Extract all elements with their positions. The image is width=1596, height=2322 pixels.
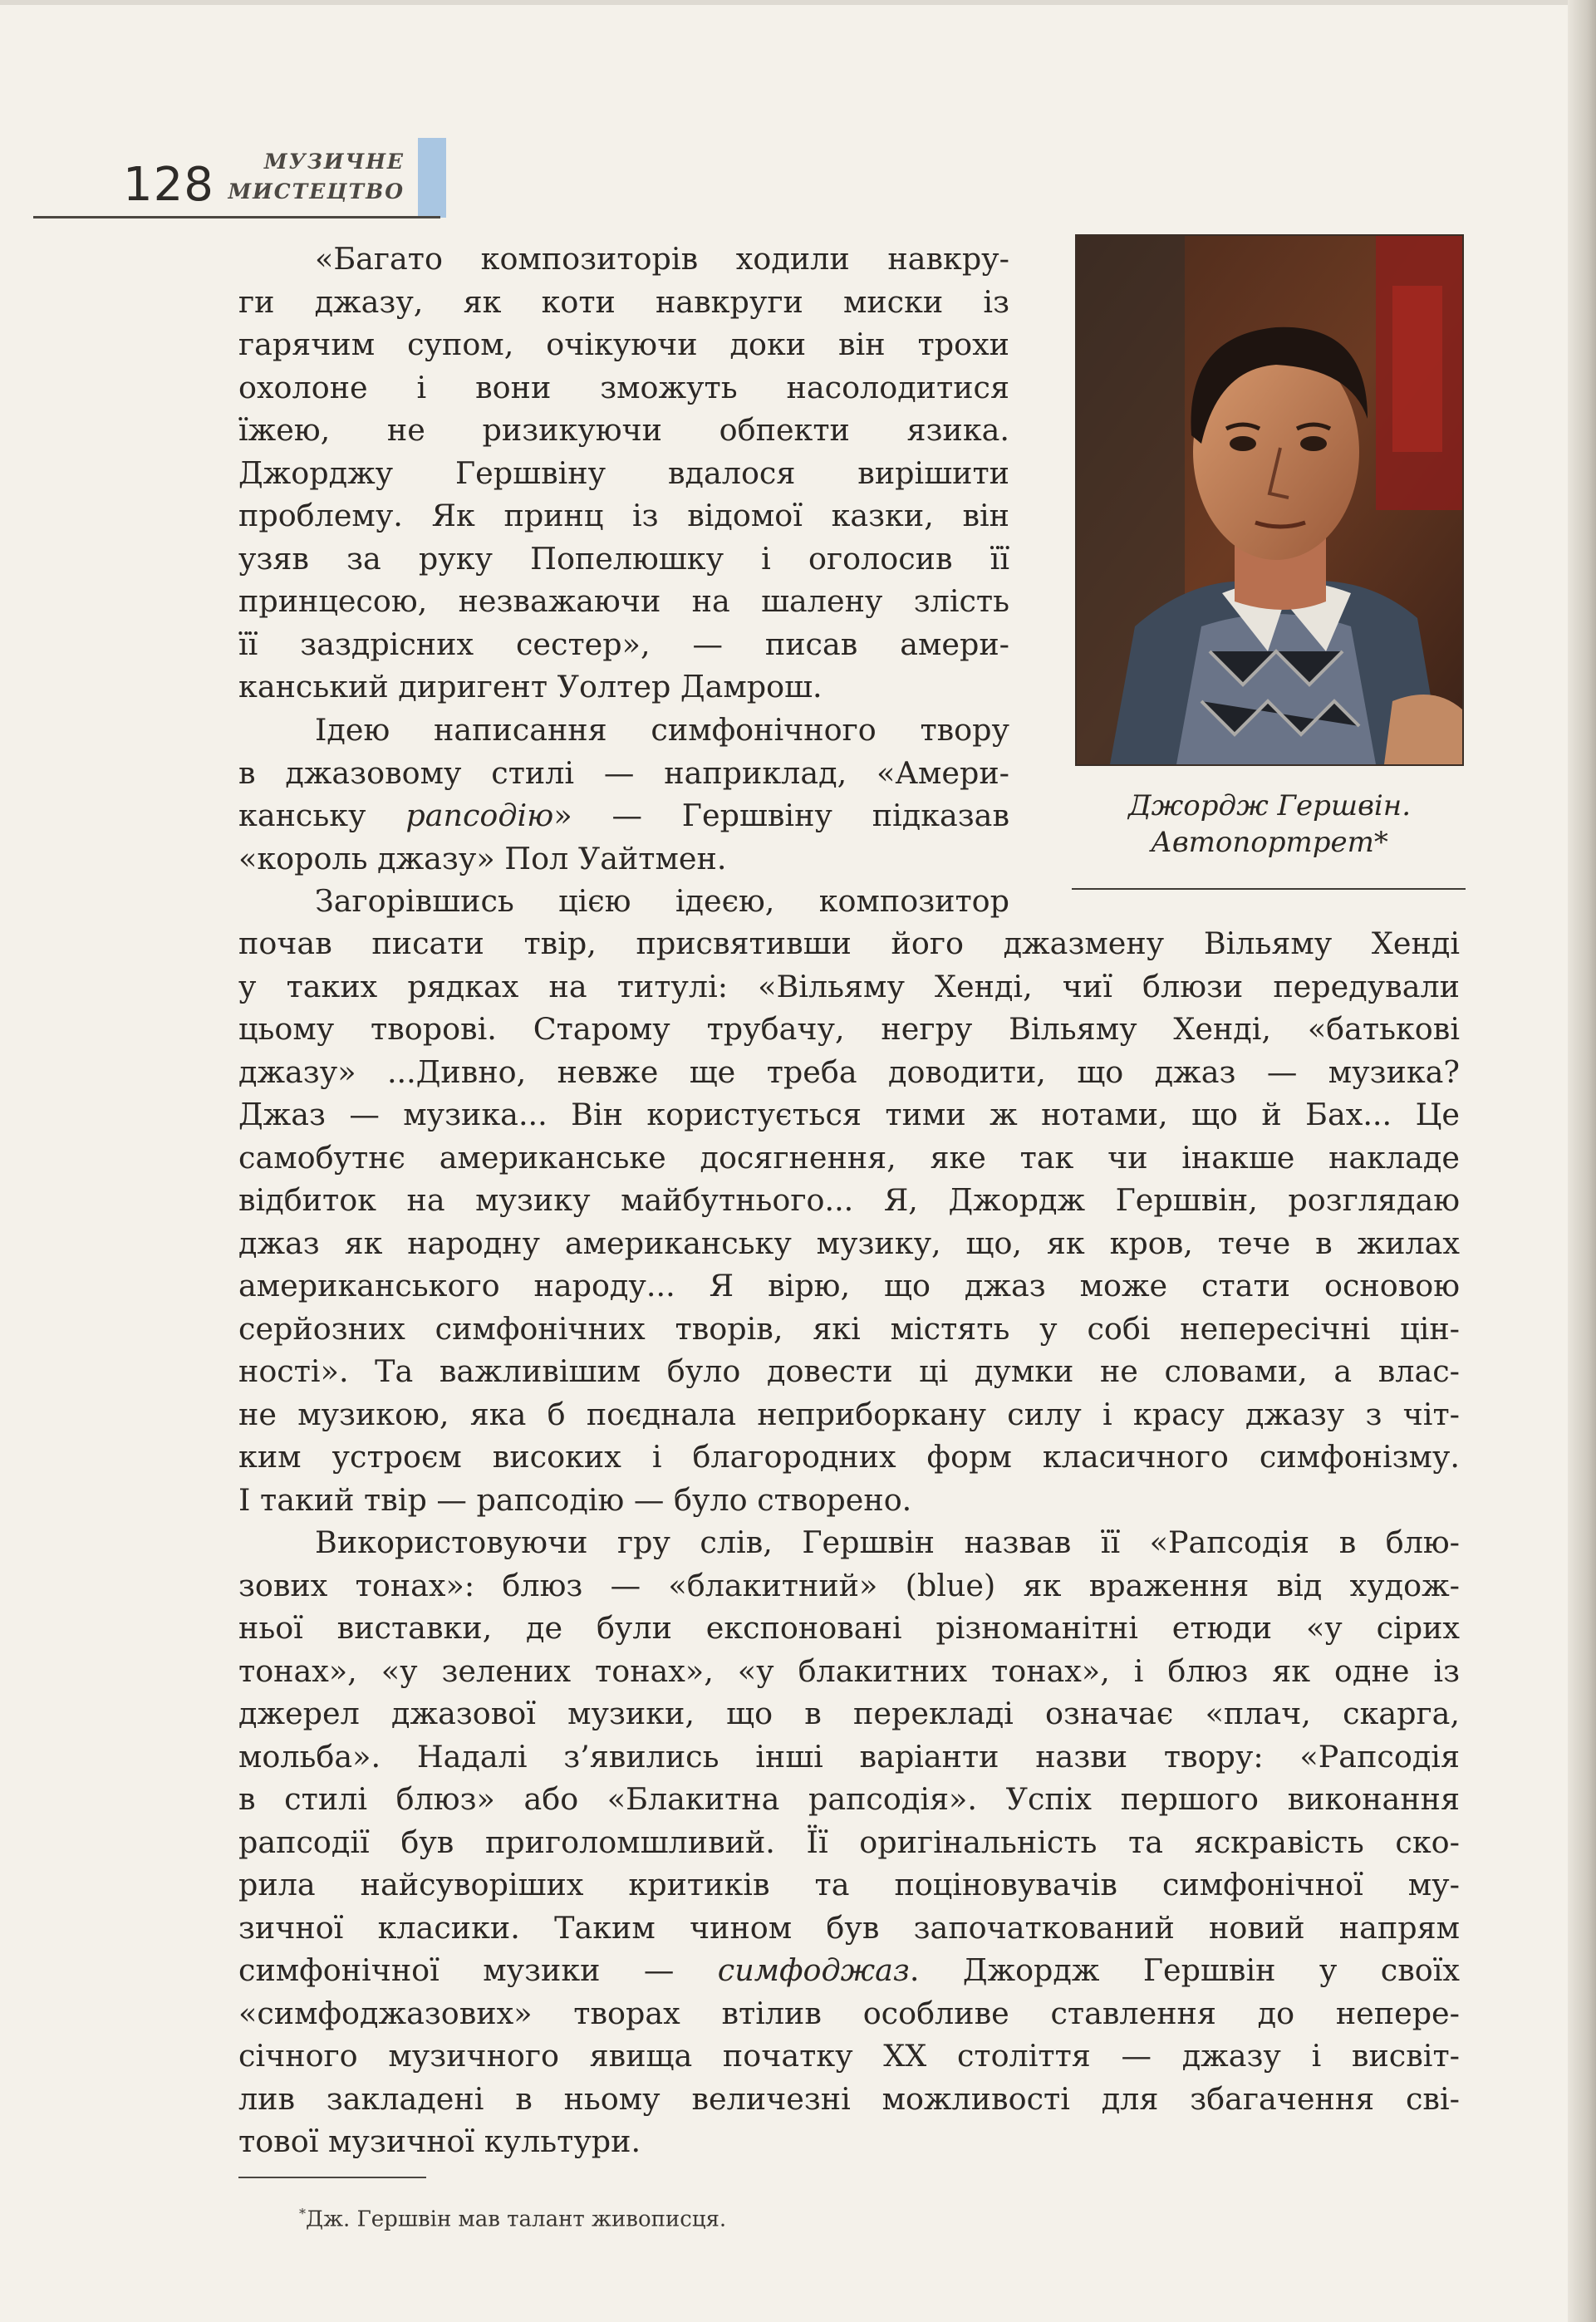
text-line: відбиток на музику майбутнього... Я, Джордж Гершвін, розглядаю	[238, 1182, 1460, 1218]
text-line	[238, 794, 1009, 837]
text-line: Загорівшись цією ідеєю, композитор	[315, 883, 1009, 919]
text-line: не музикою, яка б поєднала неприборкану силу і красу джазу з чіт-	[238, 1396, 1460, 1432]
text-line: тонах», «у зелених тонах», «у блакитних тонах», і блюз як одне із	[238, 1652, 1460, 1689]
text-line: тової музичної культури.	[238, 2123, 641, 2159]
subject-line-2: МИСТЕЦТВО	[228, 179, 405, 204]
text-line: проблему. Як принц із відомої казки, він	[238, 498, 1009, 533]
text-line: Ідею написання симфонічного твору	[315, 712, 1009, 748]
text-line: серйозних симфонічних творів, які містять у собі непересічні цін-	[238, 1310, 1460, 1347]
text-line: Використовуючи гру слів, Гершвін назвав її «Рапсодія в блю-	[315, 1524, 1460, 1560]
text-line: «король джазу» Пол Уайтмен.	[238, 840, 727, 876]
header-rule	[33, 216, 440, 218]
text-line: охолоне і вони зможуть насолодитися	[238, 369, 1009, 405]
text-line: в стилі блюз» або «Блакитна рапсодія». Успіх першого виконання	[238, 1781, 1460, 1817]
text-line: джерел джазової музики, що в перекладі означає «плач, скарга,	[238, 1696, 1460, 1731]
paragraph-quote	[238, 238, 1460, 709]
term-symphojazz: симфоджаз	[717, 1952, 910, 1988]
text-line: лив закладені в ньому величезні можливості для збагачення сві-	[238, 2080, 1460, 2117]
term-rhapsody: рапсодію	[405, 798, 554, 833]
text-line: січного музичного явища початку XX століття — джазу і висвіт-	[238, 2038, 1460, 2074]
text-line: канський диригент Уолтер Дамрош.	[238, 669, 823, 704]
caption-line-2: Автопортрет*	[1151, 826, 1388, 859]
paragraph-rhapsody-name	[238, 1521, 1460, 2163]
text-line: ньої виставки, де були експоновані різноманітні етюди «у сірих	[238, 1610, 1460, 1646]
text-line: джаз як народну американську музику, що, як кров, тече в жилах	[238, 1225, 1460, 1261]
text-fragment: канську	[238, 798, 406, 833]
text-line: «Багато композиторів ходили навкру-	[315, 241, 1009, 277]
text-line: Джорджу Гершвіну вдалося вирішити	[238, 454, 1009, 491]
text-line: Джаз — музика... Він користується тими ж нотами, що й Бах... Це	[238, 1097, 1460, 1132]
text-line: рила найсуворіших критиків та поціновувачів симфонічної му-	[238, 1867, 1460, 1902]
subject-line-1: МУЗИЧНЕ	[263, 150, 405, 174]
text-line: у таких рядках на титулі: «Вільяму Хенді, чиї блюзи передували	[238, 968, 1460, 1004]
text-line: ги джазу, як коти навкруги миски із	[238, 283, 1009, 320]
text-line: узяв за руку Попелюшку і оголосив її	[238, 540, 1009, 577]
text-line	[238, 1949, 1460, 1992]
text-line: принцесою, незважаючи на шалену злість	[238, 583, 1009, 619]
text-line: гарячим супом, очікуючи доки він трохи	[238, 326, 1009, 362]
page-top-edge	[0, 0, 1596, 5]
footnote-marker: *	[299, 2206, 306, 2221]
text-line: самобутнє американське досягнення, яке так чи інакше накладе	[238, 1139, 1460, 1176]
text-line: ності». Та важливішим було довести ці думки не словами, а влас-	[238, 1353, 1460, 1389]
subject-label	[220, 138, 444, 221]
paragraph-idea	[238, 709, 1460, 880]
page-edge-shadow	[1568, 0, 1596, 2322]
text-line: цьому творові. Старому трубачу, негру Вільяму Хенді, «батькові	[238, 1011, 1460, 1047]
paragraph-dedication	[238, 922, 1460, 1521]
text-fragment: . Джордж Гершвін у своїх	[909, 1952, 1460, 1988]
text-line: рапсодії був приголомшливий. Її оригінальність та яскравість ско-	[238, 1824, 1460, 1860]
subject-color-tab	[418, 138, 446, 218]
footnote-text: Дж. Гершвін мав талант живописця.	[306, 2207, 727, 2232]
page-header	[0, 125, 1596, 224]
text-line: американського народу... Я вірю, що джаз може стати основою	[238, 1268, 1460, 1303]
text-line: зичної класики. Таким чином був започаткований новий напрям	[238, 1909, 1460, 1946]
text-fragment: » — Гершвіну підказав	[553, 798, 1009, 833]
footnote-rule	[238, 2177, 426, 2178]
text-line: джазу» ...Дивно, невже ще треба доводити, що джаз — музика?	[238, 1053, 1460, 1090]
text-line: зових тонах»: блюз — «блакитний» (blue) як враження від худож-	[238, 1567, 1460, 1603]
page-number: 128	[123, 158, 214, 212]
text-line: «симфоджазових» творах втілив особливе ставлення до непере-	[238, 1995, 1460, 2031]
text-line: їжею, не ризикуючи обпекти язика.	[238, 412, 1009, 448]
text-line: почав писати твір, присвятивши його джазмену Вільяму Хенді	[238, 925, 1460, 961]
text-line: її заздрісних сестер», — писав амери-	[238, 626, 1009, 662]
text-line: І такий твір — рапсодію — було створено.	[238, 1481, 912, 1518]
text-line: в джазовому стилі — наприклад, «Амери-	[238, 754, 1009, 791]
text-line: мольба». Надалі з’явились інші варіанти назви твору: «Рапсодія	[238, 1738, 1460, 1775]
caption-line-1: Джордж Гершвін.	[1128, 789, 1411, 822]
text-fragment: симфонічної музики —	[238, 1952, 718, 1988]
footnote	[299, 2200, 726, 2234]
text-line: ким устроєм високих і благородних форм класичного симфонізму.	[238, 1439, 1460, 1475]
paragraph-3-first-line	[238, 880, 1460, 923]
